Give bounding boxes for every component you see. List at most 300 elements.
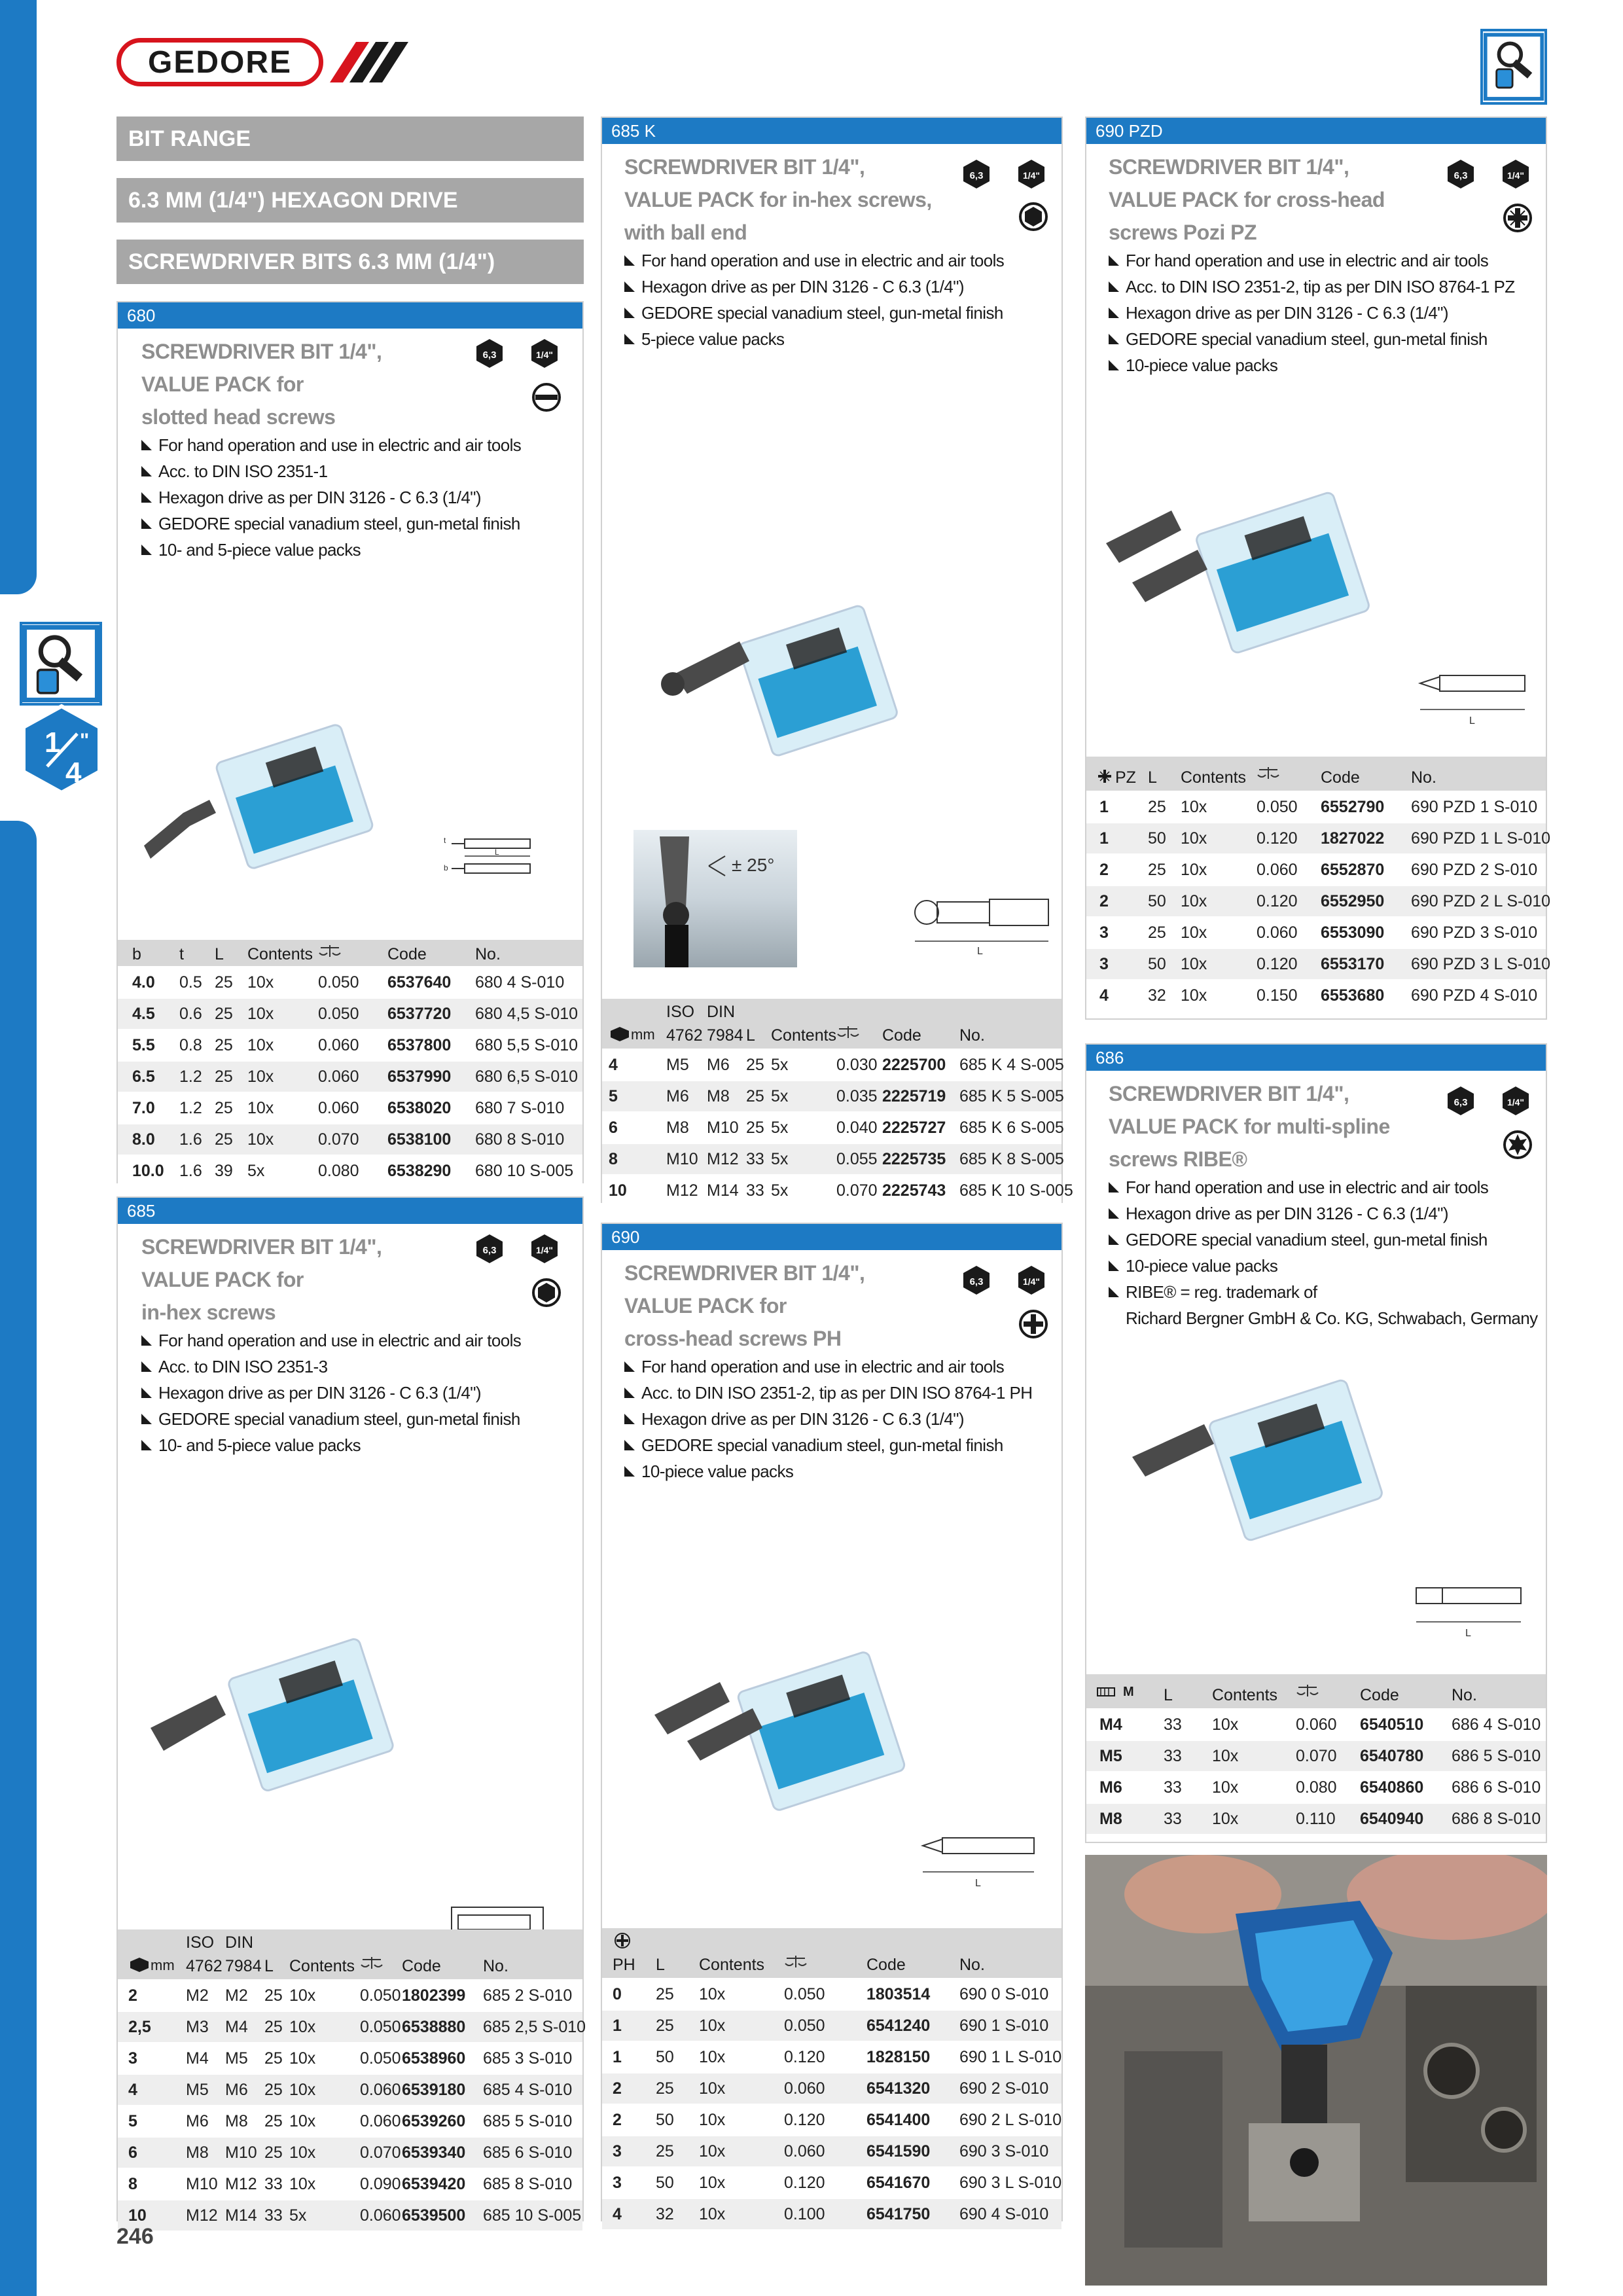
table-cell: 0.060 <box>360 2112 401 2130</box>
feature-item: 5-piece value packs <box>622 326 1004 352</box>
table-row <box>118 997 582 1029</box>
table-cell: M6 <box>186 2112 209 2130</box>
feature-item: GEDORE special vanadium steel, gun-metal finish <box>622 1432 1032 1458</box>
table-cell: 0.060 <box>1257 924 1298 942</box>
product-code: 686 <box>1086 1045 1546 1071</box>
gedore-logo <box>116 38 323 86</box>
col-mm: mm <box>151 1957 175 1973</box>
table-cell: 5x <box>289 2206 307 2225</box>
table-cell: 5x <box>771 1119 789 1137</box>
table-cell: 2225735 <box>882 1150 946 1168</box>
feature-item: For hand operation and use in electric and air tools <box>1106 247 1515 274</box>
table-cell: 0.060 <box>318 1099 359 1117</box>
table-cell: M5 <box>225 2049 248 2068</box>
table-body <box>602 1978 1061 2229</box>
table-cell: M5 <box>666 1056 689 1074</box>
table-cell: 6539340 <box>402 2144 466 2162</box>
table-cell: 0.050 <box>784 1985 825 2003</box>
table-row <box>602 1111 1064 1143</box>
table-cell: 6553170 <box>1321 955 1385 973</box>
table-cell: 0.060 <box>360 2206 401 2225</box>
product-title <box>141 1230 382 1329</box>
table-cell: 680 8 S-010 <box>475 1130 565 1149</box>
ball-end-icon <box>633 830 797 967</box>
table-row <box>118 2042 582 2073</box>
table-cell: 3 <box>1099 955 1109 973</box>
table-cell: M6 <box>1099 1778 1122 1797</box>
table-cell: 25 <box>215 1130 233 1149</box>
col-no: No. <box>959 1956 985 1974</box>
title-line: slotted head screws <box>141 405 336 429</box>
product-title <box>141 335 382 433</box>
svg-text:1/4": 1/4" <box>1022 170 1041 181</box>
table-cell: 25 <box>264 1986 283 2005</box>
feature-item: Hexagon drive as per DIN 3126 - C 6.3 (1/4") <box>1106 1200 1538 1227</box>
table-cell: 10x <box>247 1036 274 1054</box>
table-cell: 50 <box>1148 892 1166 910</box>
svg-text:6,3: 6,3 <box>482 350 497 361</box>
table-cell: 1.6 <box>179 1130 202 1149</box>
table-row <box>602 1174 1073 1206</box>
table-cell: 2 <box>1099 861 1109 879</box>
table-cell: 6540780 <box>1360 1747 1424 1765</box>
pozidriv-profile-icon <box>1503 203 1533 233</box>
table-cell: 0.120 <box>784 2048 825 2066</box>
table-cell: 10x <box>1212 1747 1239 1765</box>
ratchet-tool-side-icon <box>20 622 102 706</box>
title-line: cross-head screws PH <box>624 1327 842 1350</box>
feature-item: 10-piece value packs <box>1106 1253 1538 1279</box>
table-cell: 0.070 <box>360 2144 401 2162</box>
table-cell: 0.055 <box>836 1150 878 1168</box>
table-row <box>1086 1803 1546 1834</box>
table-cell: 0.060 <box>784 2079 825 2098</box>
svg-text:4: 4 <box>65 757 82 789</box>
product-685 <box>116 1196 586 2225</box>
weight-scale-icon <box>318 944 342 958</box>
table-cell: 2225727 <box>882 1119 946 1137</box>
feature-list <box>1106 1174 1538 1331</box>
svg-text:": " <box>80 730 90 751</box>
weight-scale-icon <box>836 1025 860 1039</box>
table-cell: 0.110 <box>1296 1810 1336 1828</box>
table-cell: 8 <box>609 1150 618 1168</box>
drive-1-4-badge-icon <box>1500 158 1531 190</box>
col-contents: Contents <box>699 1956 765 1974</box>
svg-text:L: L <box>975 1878 981 1889</box>
table-cell: 6541400 <box>866 2111 931 2129</box>
table-cell: 4 <box>613 2205 622 2223</box>
table-cell: M10 <box>186 2175 218 2193</box>
col-code: Code <box>402 1957 441 1975</box>
hex-6-3-badge-icon <box>1445 1085 1476 1117</box>
svg-text:1/4": 1/4" <box>535 350 554 360</box>
table-cell: 0.6 <box>179 1005 202 1023</box>
svg-text:1: 1 <box>45 726 61 759</box>
table-cell: 3 <box>128 2049 137 2068</box>
feature-list <box>1106 247 1515 378</box>
table-cell: 10x <box>289 2112 316 2130</box>
table-cell: 1 <box>1099 798 1109 816</box>
table-cell: 680 7 S-010 <box>475 1099 565 1117</box>
table-cell: M6 <box>225 2081 248 2099</box>
table-cell: 10x <box>1181 924 1207 942</box>
feature-item: Acc. to DIN ISO 2351-3 <box>139 1354 521 1380</box>
feature-item: Hexagon drive as per DIN 3126 - C 6.3 (1/4") <box>1106 300 1515 326</box>
table-cell: 690 0 S-010 <box>959 1985 1049 2003</box>
table-cell: 0.060 <box>360 2081 401 2099</box>
table-cell: 5x <box>771 1181 789 1200</box>
table-cell: 6552950 <box>1321 892 1385 910</box>
table-cell: 25 <box>746 1056 764 1074</box>
table-cell: 2225700 <box>882 1056 946 1074</box>
table-cell: 25 <box>656 2142 674 2161</box>
table-cell: 690 PZD 3 S-010 <box>1411 924 1538 942</box>
table-cell: 6539260 <box>402 2112 466 2130</box>
table-cell: 0.060 <box>318 1067 359 1086</box>
table-cell: 2225719 <box>882 1087 946 1105</box>
table-cell: 6538290 <box>387 1162 452 1180</box>
table-cell: 25 <box>1148 798 1166 816</box>
table-header <box>602 999 1061 1049</box>
title-line: with ball end <box>624 221 747 244</box>
table-cell: 1 <box>613 2017 622 2035</box>
feature-item: GEDORE special vanadium steel, gun-metal finish <box>622 300 1004 326</box>
hex-key-icon <box>128 1957 151 1973</box>
feature-list <box>622 247 1004 352</box>
table-cell: 10x <box>289 2175 316 2193</box>
table-cell: M12 <box>707 1150 739 1168</box>
table-cell: 685 K 5 S-005 <box>959 1087 1064 1105</box>
svg-text:L: L <box>1465 1628 1471 1639</box>
table-cell: 0.050 <box>318 1005 359 1023</box>
bit-dimension-diagram <box>1403 1576 1534 1641</box>
table-body <box>1086 791 1551 1011</box>
table-cell: 0.070 <box>836 1181 878 1200</box>
table-cell: 685 2 S-010 <box>483 1986 573 2005</box>
hex-socket-profile-icon <box>1018 202 1048 232</box>
header-screwdriver-bits: SCREWDRIVER BITS 6.3 MM (1/4") <box>116 240 584 284</box>
usage-photo-illustration <box>1085 1855 1547 2286</box>
table-cell: 1.2 <box>179 1067 202 1086</box>
table-cell: 10x <box>247 1130 274 1149</box>
table-cell: 4.5 <box>132 1005 155 1023</box>
table-cell: M10 <box>666 1150 698 1168</box>
hex-key-icon <box>609 1026 631 1042</box>
product-title <box>624 151 932 249</box>
table-row <box>118 1979 582 2011</box>
table-row <box>602 1080 1064 1111</box>
feature-item: 10-piece value packs <box>1106 352 1515 378</box>
svg-text:b: b <box>444 863 448 872</box>
col-contents: Contents <box>771 1026 837 1045</box>
feature-item: GEDORE special vanadium steel, gun-metal finish <box>1106 1227 1538 1253</box>
table-cell: 6537720 <box>387 1005 452 1023</box>
table-cell: M8 <box>225 2112 248 2130</box>
feature-item: GEDORE special vanadium steel, gun-metal finish <box>139 1406 521 1432</box>
feature-item: Hexagon drive as per DIN 3126 - C 6.3 (1/4") <box>139 484 521 511</box>
table-cell: 1803514 <box>866 1985 931 2003</box>
table-cell: 4 <box>1099 986 1109 1005</box>
table-cell: M5 <box>186 2081 209 2099</box>
hex-6-3-badge-icon <box>961 158 992 190</box>
table-cell: 685 4 S-010 <box>483 2081 573 2099</box>
table-cell: 5x <box>771 1150 789 1168</box>
table-row <box>1086 979 1546 1011</box>
table-cell: 10x <box>289 2049 316 2068</box>
table-cell: 10x <box>699 2174 726 2192</box>
table-cell: 10x <box>289 2018 316 2036</box>
feature-item: 10- and 5-piece value packs <box>139 1432 521 1458</box>
table-cell: 690 PZD 4 S-010 <box>1411 986 1538 1005</box>
table-cell: 680 6,5 S-010 <box>475 1067 579 1086</box>
table-row <box>602 1049 1064 1080</box>
table-cell: 7.0 <box>132 1099 155 1117</box>
feature-item: RIBE® = reg. trademark of <box>1106 1279 1538 1305</box>
table-cell: 25 <box>656 2079 674 2098</box>
svg-text:6,3: 6,3 <box>482 1245 497 1256</box>
table-cell: M2 <box>186 1986 209 2005</box>
feature-item: Hexagon drive as per DIN 3126 - C 6.3 (1/4") <box>622 1406 1032 1432</box>
table-cell: 0.8 <box>179 1036 202 1054</box>
hex-6-3-badge-icon <box>961 1265 992 1296</box>
product-photo-686 <box>1126 1372 1387 1568</box>
table-cell: 0.150 <box>1257 986 1298 1005</box>
hex-socket-profile-icon <box>531 1278 562 1308</box>
col-b: b <box>132 945 141 963</box>
table-cell: 10x <box>1212 1715 1239 1734</box>
table-body <box>1086 1708 1546 1834</box>
feature-item: 10-piece value packs <box>622 1458 1032 1484</box>
table-cell: 33 <box>746 1181 764 1200</box>
table-cell: M8 <box>666 1119 689 1137</box>
product-code: 690 PZD <box>1086 118 1546 144</box>
table-row <box>118 1060 582 1092</box>
table-cell: 6539500 <box>402 2206 466 2225</box>
table-cell: 25 <box>215 1005 233 1023</box>
table-cell: 25 <box>1148 924 1166 942</box>
table-cell: 685 10 S-005 <box>483 2206 582 2225</box>
product-title <box>624 1257 865 1355</box>
table-cell: 6552790 <box>1321 798 1385 816</box>
table-cell: 25 <box>264 2112 283 2130</box>
table-cell: 0.120 <box>1257 955 1298 973</box>
table-cell: 0.050 <box>784 2017 825 2035</box>
table-row <box>1086 791 1546 822</box>
ball-end-angle-photo <box>633 830 797 967</box>
table-cell: 686 6 S-010 <box>1452 1778 1541 1797</box>
table-690pzd <box>1086 757 1551 1011</box>
table-cell: M12 <box>666 1181 698 1200</box>
col-l: L <box>746 1026 755 1045</box>
feature-item: For hand operation and use in electric and air tools <box>622 1354 1032 1380</box>
table-cell: 0.120 <box>1257 829 1298 848</box>
table-cell: 10x <box>1181 861 1207 879</box>
product-690 <box>601 1223 1063 2221</box>
table-cell: 6539420 <box>402 2175 466 2193</box>
table-cell: 25 <box>215 1036 233 1054</box>
table-cell: M14 <box>707 1181 739 1200</box>
table-cell: 50 <box>656 2048 674 2066</box>
col-4762: 4762 <box>186 1957 223 1975</box>
table-header <box>118 1929 582 1979</box>
table-cell: 0.100 <box>784 2205 825 2223</box>
col-l: L <box>215 945 224 963</box>
table-cell: 0.050 <box>1257 798 1298 816</box>
feature-item: For hand operation and use in electric and air tools <box>622 247 1004 274</box>
table-cell: 25 <box>215 1067 233 1086</box>
table-cell: 1 <box>613 2048 622 2066</box>
table-row <box>602 1978 1061 2009</box>
feature-item: 10- and 5-piece value packs <box>139 537 521 563</box>
header-hex-drive: 6.3 MM (1/4") HEXAGON DRIVE <box>116 178 584 223</box>
table-cell: 25 <box>264 2144 283 2162</box>
table-cell: 33 <box>264 2206 283 2225</box>
table-cell: 10x <box>699 2142 726 2161</box>
weight-scale-icon <box>1296 1683 1319 1698</box>
svg-text:1/4": 1/4" <box>535 1245 554 1255</box>
svg-text:1/4": 1/4" <box>1507 170 1525 181</box>
side-tab-top <box>0 0 37 594</box>
hex-6-3-badge-icon <box>474 338 505 369</box>
table-cell: 5 <box>128 2112 137 2130</box>
col-code: Code <box>1321 768 1360 787</box>
table-cell: 25 <box>1148 861 1166 879</box>
table-cell: 4.0 <box>132 973 155 992</box>
side-tab-bottom <box>0 821 37 2296</box>
table-cell: 25 <box>264 2018 283 2036</box>
col-contents: Contents <box>247 945 313 963</box>
table-cell: 0.050 <box>360 2049 401 2068</box>
feature-item: For hand operation and use in electric and air tools <box>139 1327 521 1354</box>
product-680 <box>116 301 584 1183</box>
table-cell: 690 PZD 1 L S-010 <box>1411 829 1551 848</box>
table-cell: 4 <box>128 2081 137 2099</box>
title-line: SCREWDRIVER BIT 1/4", <box>624 155 865 179</box>
table-cell: 10x <box>1181 829 1207 848</box>
table-cell: M12 <box>225 2175 257 2193</box>
spline-bit-small-icon <box>1097 1686 1123 1698</box>
col-t: t <box>179 945 184 963</box>
feature-item: Hexagon drive as per DIN 3126 - C 6.3 (1/4") <box>139 1380 521 1406</box>
drive-1-4-badge-icon <box>529 338 560 369</box>
pozidriv-small-icon <box>1097 768 1113 784</box>
table-cell: 685 2,5 S-010 <box>483 2018 586 2036</box>
table-cell: M8 <box>1099 1810 1122 1828</box>
table-cell: 0.120 <box>1257 892 1298 910</box>
product-photo-685k <box>648 602 910 779</box>
product-photo-685 <box>144 1630 406 1813</box>
usage-photo <box>1085 1855 1547 2286</box>
table-cell: 6.5 <box>132 1067 155 1086</box>
table-row <box>118 1155 582 1186</box>
table-cell: 0.060 <box>784 2142 825 2161</box>
title-line: screws RIBE® <box>1109 1147 1247 1171</box>
table-cell: 690 4 S-010 <box>959 2205 1049 2223</box>
svg-text:6,3: 6,3 <box>969 1276 984 1287</box>
table-cell: 685 3 S-010 <box>483 2049 573 2068</box>
table-row <box>602 2041 1061 2072</box>
table-cell: 1.6 <box>179 1162 202 1180</box>
drive-1-4-badge-icon <box>1016 158 1047 190</box>
table-cell: 1828150 <box>866 2048 931 2066</box>
table-cell: 0.080 <box>318 1162 359 1180</box>
table-row <box>602 2104 1061 2135</box>
table-row <box>602 2009 1061 2041</box>
table-cell: 6538960 <box>402 2049 466 2068</box>
table-row <box>118 1029 582 1060</box>
table-cell: 685 K 8 S-005 <box>959 1150 1064 1168</box>
table-cell: 10x <box>1212 1778 1239 1797</box>
table-cell: 10x <box>1181 986 1207 1005</box>
table-cell: 50 <box>1148 829 1166 848</box>
product-photo-690 <box>648 1643 910 1839</box>
col-l: L <box>1164 1686 1173 1704</box>
table-cell: 5x <box>247 1162 265 1180</box>
table-row <box>118 1123 582 1155</box>
drive-1-4-badge-icon <box>529 1233 560 1265</box>
table-cell: 3 <box>613 2174 622 2192</box>
table-cell: M14 <box>225 2206 257 2225</box>
feature-item: GEDORE special vanadium steel, gun-metal finish <box>139 511 521 537</box>
table-cell: 2225743 <box>882 1181 946 1200</box>
table-cell: 6538020 <box>387 1099 452 1117</box>
table-cell: 6541590 <box>866 2142 931 2161</box>
table-cell: 0.120 <box>784 2174 825 2192</box>
table-cell: 5x <box>771 1056 789 1074</box>
table-cell: 680 10 S-005 <box>475 1162 574 1180</box>
table-cell: 33 <box>1164 1747 1182 1765</box>
table-cell: 33 <box>1164 1715 1182 1734</box>
table-row <box>118 2136 582 2168</box>
table-cell: 690 1 S-010 <box>959 2017 1049 2035</box>
table-cell: 686 5 S-010 <box>1452 1747 1541 1765</box>
table-cell: 690 PZD 1 S-010 <box>1411 798 1538 816</box>
col-no: No. <box>1452 1686 1477 1704</box>
header-bit-range: BIT RANGE <box>116 117 584 161</box>
hex-6-3-badge-icon <box>474 1233 505 1265</box>
table-cell: 685 8 S-010 <box>483 2175 573 2193</box>
svg-text:1/4": 1/4" <box>1022 1276 1041 1287</box>
table-cell: 1827022 <box>1321 829 1385 848</box>
col-4762: 4762 <box>666 1026 703 1045</box>
drive-1-4-badge-icon <box>1500 1085 1531 1117</box>
svg-text:1/4": 1/4" <box>1507 1097 1525 1107</box>
col-din: DIN <box>225 1933 254 1952</box>
table-cell: 10x <box>247 1067 274 1086</box>
table-row <box>602 2166 1061 2198</box>
table-cell: 10x <box>289 2081 316 2099</box>
feature-list <box>622 1354 1032 1484</box>
table-cell: 1 <box>1099 829 1109 848</box>
table-cell: 2 <box>128 1986 137 2005</box>
bit-dimension-diagram <box>438 830 537 882</box>
table-body <box>602 1049 1073 1206</box>
table-row <box>118 2168 582 2199</box>
title-line: VALUE PACK for multi-spline <box>1109 1115 1390 1138</box>
table-680 <box>118 940 582 1186</box>
table-cell: M4 <box>225 2018 248 2036</box>
table-cell: 0.030 <box>836 1056 878 1074</box>
feature-item: For hand operation and use in electric and air tools <box>139 432 521 458</box>
product-690pzd <box>1085 117 1551 1020</box>
table-cell: 0.5 <box>179 973 202 992</box>
table-cell: 0.050 <box>318 973 359 992</box>
title-line: SCREWDRIVER BIT 1/4", <box>1109 1082 1349 1105</box>
feature-item: Acc. to DIN ISO 2351-2, tip as per DIN ISO 8764-1 PH <box>622 1380 1032 1406</box>
angle-label: ± 25° <box>732 855 775 875</box>
table-cell: 25 <box>656 1985 674 2003</box>
